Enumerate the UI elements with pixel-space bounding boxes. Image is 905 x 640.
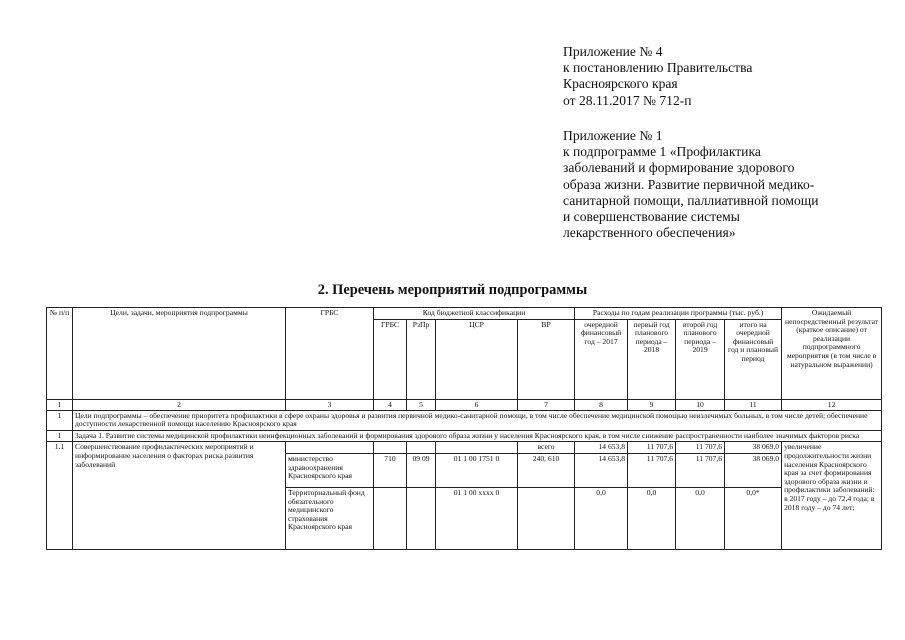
value-2018: 11 707,6 bbox=[628, 453, 676, 487]
column-number-row bbox=[47, 399, 882, 410]
document-title: 2. Перечень мероприятий подпрограммы bbox=[317, 282, 588, 298]
appendix-1-line: лекарственного обеспечения» bbox=[563, 225, 736, 241]
goal-row bbox=[47, 410, 882, 430]
column-number: 8 bbox=[575, 399, 628, 410]
column-number: 10 bbox=[676, 399, 725, 410]
value-2019: 0,0 bbox=[676, 487, 725, 549]
header-exp-current: очередной финансовый год – 2017 bbox=[575, 319, 628, 399]
measures-table bbox=[46, 307, 882, 550]
appendix-1-line: Приложение № 1 bbox=[563, 128, 663, 143]
appendix-4-line: Красноярского края bbox=[563, 76, 678, 92]
header-goals: Цели, задачи, мероприятия подпрограммы bbox=[73, 308, 286, 400]
header-expenses: Расходы по годам реализации программы (тыс. руб.) bbox=[575, 308, 782, 320]
code-csr: 01 1 00 1751 0 bbox=[436, 453, 518, 487]
task-row-num: 1 bbox=[47, 430, 73, 442]
total-2018: 11 707,6 bbox=[628, 442, 676, 454]
appendix-4-line: Приложение № 4 bbox=[563, 44, 663, 59]
code-rzpr bbox=[407, 487, 436, 549]
header-num: № п/п bbox=[47, 308, 73, 400]
value-2017: 14 653,8 bbox=[575, 453, 628, 487]
appendix-1-line: и совершенствование системы bbox=[563, 209, 740, 225]
header-exp-total: итого на очередной финансовый год и плановый период bbox=[725, 319, 782, 399]
code-vr: 240, 610 bbox=[518, 453, 575, 487]
header-grbs: ГРБС bbox=[286, 308, 374, 400]
task-row-text: Задача 1. Развитие системы медицинской профилактики неинфекционных заболеваний и формирования здорового образа жизни у населения Красноярского края, в том числе снижение распространенности наиболее значимых факторов риска bbox=[73, 430, 882, 442]
column-number: 7 bbox=[518, 399, 575, 410]
code-rzpr: 09 09 bbox=[407, 453, 436, 487]
appendix-1-line: к подпрограмме 1 «Профилактика bbox=[563, 144, 761, 160]
column-number: 6 bbox=[436, 399, 518, 410]
appendix-4-block bbox=[563, 44, 752, 109]
appendix-1-block bbox=[563, 128, 819, 241]
grbs-name: министерство здравоохранения Красноярского края bbox=[286, 453, 374, 487]
column-number: 4 bbox=[374, 399, 407, 410]
measure-name: Совершенствование профилактических мероприятий и информирование населения о факторах риска развития заболеваний bbox=[73, 442, 286, 550]
column-number: 2 bbox=[73, 399, 286, 410]
value-2018: 0,0 bbox=[628, 487, 676, 549]
appendix-1-line: заболеваний и формирование здорового bbox=[563, 160, 795, 176]
header-exp-first: первый год планового периода – 2018 bbox=[628, 319, 676, 399]
code-grbs: 710 bbox=[374, 453, 407, 487]
expected-result: увеличение продолжительности жизни населения Красноярского края за счет формирования здорового образа жизни и профилактики заболеваний: в 2017 году – до 72,4 года; в 2018 году – до 74 лет; bbox=[782, 442, 882, 550]
appendix-1-line: образа жизни. Развитие первичной медико- bbox=[563, 176, 815, 192]
total-2019: 11 707,6 bbox=[676, 442, 725, 454]
code-grbs bbox=[374, 487, 407, 549]
header-expected-result: Ожидаемый непосредственный результат (краткое описание) от реализации подпрограммного мероприятия (в том числе в натуральном выражении) bbox=[782, 308, 882, 400]
measure-num: 1.1 bbox=[47, 442, 73, 550]
appendix-1-line: санитарной помощи, паллиативной помощи bbox=[563, 192, 819, 208]
goal-row-text: Цели подпрограммы – обеспечение приоритета профилактики в сфере охраны здоровья и развития первичной медико-санитарной помощи, в том числе обеспечение медицинской помощью неизлечимых больных, в том числе детей; обеспечение доступности лекарственной помощи населению Красноярского края bbox=[73, 410, 882, 430]
header-exp-second: второй год планового периода – 2019 bbox=[676, 319, 725, 399]
column-number: 12 bbox=[782, 399, 882, 410]
header-code-vr: ВР bbox=[518, 319, 575, 399]
column-number: 5 bbox=[407, 399, 436, 410]
value-sum: 0,0* bbox=[725, 487, 782, 549]
header-code-grbs: ГРБС bbox=[374, 319, 407, 399]
code-vr bbox=[518, 487, 575, 549]
goal-row-num: 1 bbox=[47, 410, 73, 430]
column-number: 1 bbox=[47, 399, 73, 410]
value-2019: 11 707,6 bbox=[676, 453, 725, 487]
value-2017: 0,0 bbox=[575, 487, 628, 549]
grbs-name: Территориальный фонд обязательного медицинского страхования Красноярского края bbox=[286, 487, 374, 549]
column-number: 3 bbox=[286, 399, 374, 410]
code-csr: 01 1 00 xxxx 0 bbox=[436, 487, 518, 549]
task-row bbox=[47, 430, 882, 442]
total-sum: 38 069,0 bbox=[725, 442, 782, 454]
total-2017: 14 653,8 bbox=[575, 442, 628, 454]
column-number: 9 bbox=[628, 399, 676, 410]
total-label: всего bbox=[518, 442, 575, 454]
header-code-csr: ЦСР bbox=[436, 319, 518, 399]
appendix-4-line: к постановлению Правительства bbox=[563, 60, 753, 76]
measure-total-row bbox=[47, 442, 882, 454]
value-sum: 38 069,0 bbox=[725, 453, 782, 487]
appendix-4-line: от 28.11.2017 № 712-п bbox=[563, 92, 692, 108]
header-budget-code: Код бюджетной классификации bbox=[374, 308, 575, 320]
header-code-rzpr: РзПр bbox=[407, 319, 436, 399]
column-number: 11 bbox=[725, 399, 782, 410]
